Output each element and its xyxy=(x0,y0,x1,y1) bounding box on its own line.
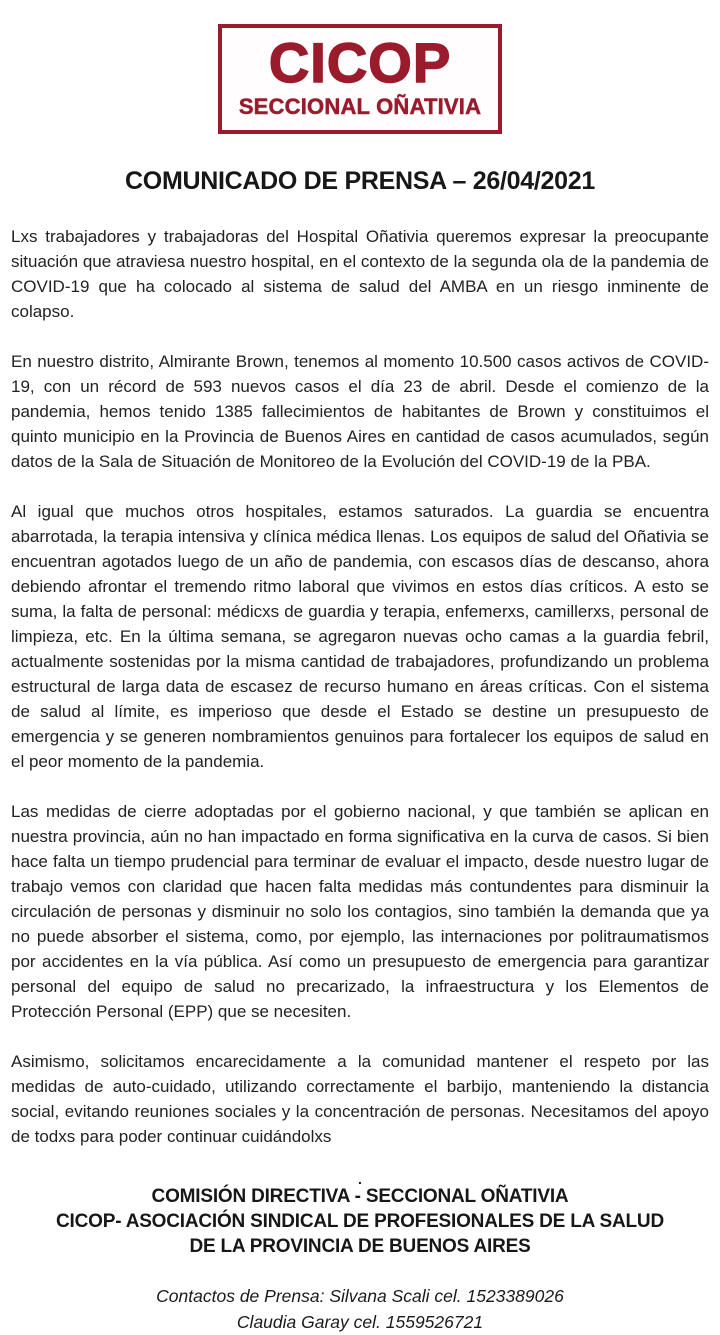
paragraph-closure-measures: Las medidas de cierre adoptadas por el gobierno nacional, y que también se aplican en nuestra provincia, aún no han impactado en forma significativa en la curva de casos. Si bien hace falta un tiempo prudencial para terminar de evaluar el impacto, desde nuestro lugar de trabajo vemos con claridad que hacen falta medidas más contundentes para disminuir la circulación de personas y disminuir no solo los contagios, sino también la demanda que ya no puede absorber el sistema, como, por ejemplo, las internaciones por politraumatismos por accidentes en la vía pública. Así como un presupuesto de emergencia para garantizar personal del equipo de salud no precarizado, la infraestructura y los Elementos de Protección Personal (EPP) que se necesiten. xyxy=(11,802,709,1021)
signature-line-comision: COMISIÓN DIRECTIVA - SECCIONAL OÑATIVIA xyxy=(151,1186,569,1207)
paragraph-community-request: Asimismo, solicitamos encarecidamente a la comunidad mantener el respeto por las medidas de auto-cuidado, utilizando correctamente el barbijo, manteniendo la distancia social, evitando reuniones sociales y la concentración de personas. Necesitamos del apoyo de todxs para poder continuar cuidándolxs xyxy=(11,1052,709,1146)
page-title: COMUNICADO DE PRENSA – 26/04/2021 xyxy=(125,167,595,195)
separator-dot: . xyxy=(358,1171,362,1187)
paragraph-district-stats: En nuestro distrito, Almirante Brown, tenemos al momento 10.500 casos activos de COVID-19, con un récord de 593 nuevos casos el día 23 de abril. Desde el comienzo de la pandemia, hemos tenido 1385 fallecimientos de habitantes de Brown y constituimos el quinto municipio en la Provincia de Buenos Aires en cantidad de casos acumulados, según datos de la Sala de Situación de Monitoreo de la Evolución del COVID-19 de la PBA. xyxy=(11,352,709,471)
paragraph-intro: Lxs trabajadores y trabajadoras del Hospital Oñativia queremos expresar la preocupante situación que atraviesa nuestro hospital, en el contexto de la segunda ola de la pandemia de COVID-19 que ha colocado al sistema de salud del AMBA en un riesgo inminente de colapso. xyxy=(11,227,709,321)
press-release-body xyxy=(11,224,709,1149)
contact-line-claudia: Claudia Garay cel. 1559526721 xyxy=(236,1312,484,1332)
press-contacts xyxy=(0,1283,720,1335)
contact-line-silvana: Contactos de Prensa: Silvana Scali cel. 1523389026 xyxy=(156,1286,564,1306)
logo-acronym: CICOP xyxy=(268,31,452,94)
logo-subtitle: SECCIONAL OÑATIVIA xyxy=(238,94,482,119)
paragraph-hospital-saturation: Al igual que muchos otros hospitales, estamos saturados. La guardia se encuentra abarrotada, la terapia intensiva y clínica médica llenas. Los equipos de salud del Oñativia se encuentran agotados luego de un año de pandemia, con escasos días de descanso, ahora debiendo afrontar el tremendo ritmo laboral que vivimos en estos días críticos. A esto se suma, la falta de personal: médicxs de guardia y terapia, enfemerxs, camillerxs, personal de limpieza, etc. En la última semana, se agregaron nuevas ocho camas a la guardia febril, actualmente sostenidas por la misma cantidad de trabajadores, profundizando un problema estructural de larga data de escasez de recurso humano en áreas críticas. Con el sistema de salud al límite, es imperioso que desde el Estado se destine un presupuesto de emergencia y se generen nombramientos genuinos para fortalecer los equipos de salud en el peor momento de la pandemia. xyxy=(11,502,709,771)
signature-block xyxy=(0,1171,720,1335)
cicop-logo xyxy=(218,24,502,134)
signature-line-cicop: CICOP- ASOCIACIÓN SINDICAL DE PROFESIONALES DE LA SALUD DE LA PROVINCIA DE BUENOS AIRES xyxy=(56,1211,664,1257)
press-release-document xyxy=(0,24,720,1335)
